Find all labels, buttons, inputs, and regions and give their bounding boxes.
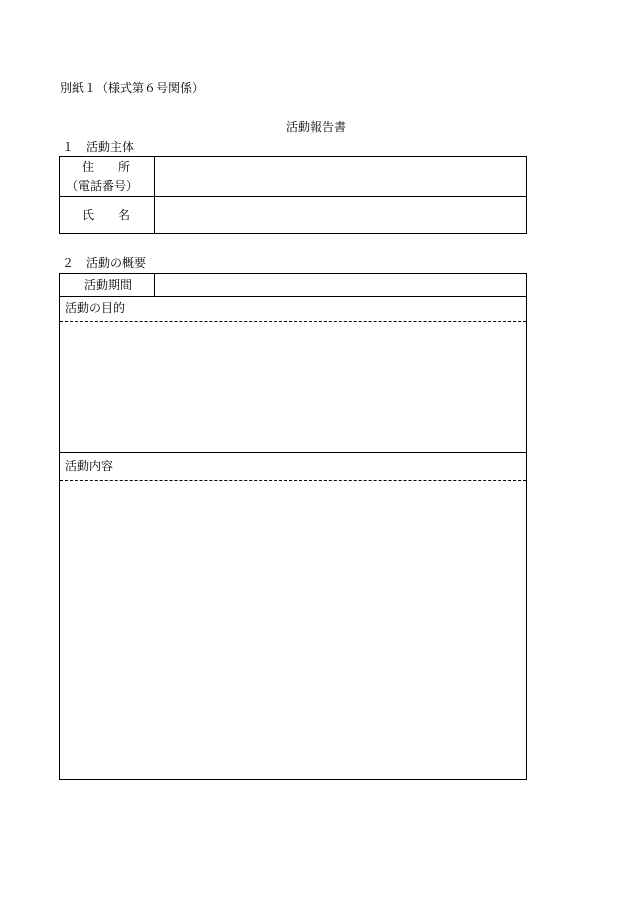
phone-label: （電話番号） [66, 179, 139, 193]
name-field[interactable] [158, 200, 522, 230]
period-field[interactable] [158, 276, 522, 294]
content-field[interactable] [64, 484, 522, 774]
document-title: 活動報告書 [286, 120, 347, 134]
purpose-label: 活動の目的 [65, 301, 126, 315]
purpose-dashed-divider [60, 321, 526, 322]
form-reference: 別紙１（様式第６号関係） [60, 81, 205, 95]
address-label: 住 所 [82, 160, 131, 174]
content-label: 活動内容 [65, 459, 114, 473]
period-row-divider [59, 296, 527, 297]
section2-heading: ２ 活動の概要 [62, 256, 147, 270]
address-field[interactable] [158, 160, 522, 192]
period-column-divider [154, 273, 155, 296]
content-dashed-divider [60, 480, 526, 481]
section1-row-divider [59, 196, 527, 197]
purpose-field[interactable] [64, 325, 522, 447]
section1-column-divider [154, 156, 155, 234]
content-row-divider [59, 452, 527, 453]
period-label: 活動期間 [84, 278, 133, 292]
section1-heading: １ 活動主体 [62, 140, 135, 154]
name-label: 氏 名 [82, 208, 131, 222]
